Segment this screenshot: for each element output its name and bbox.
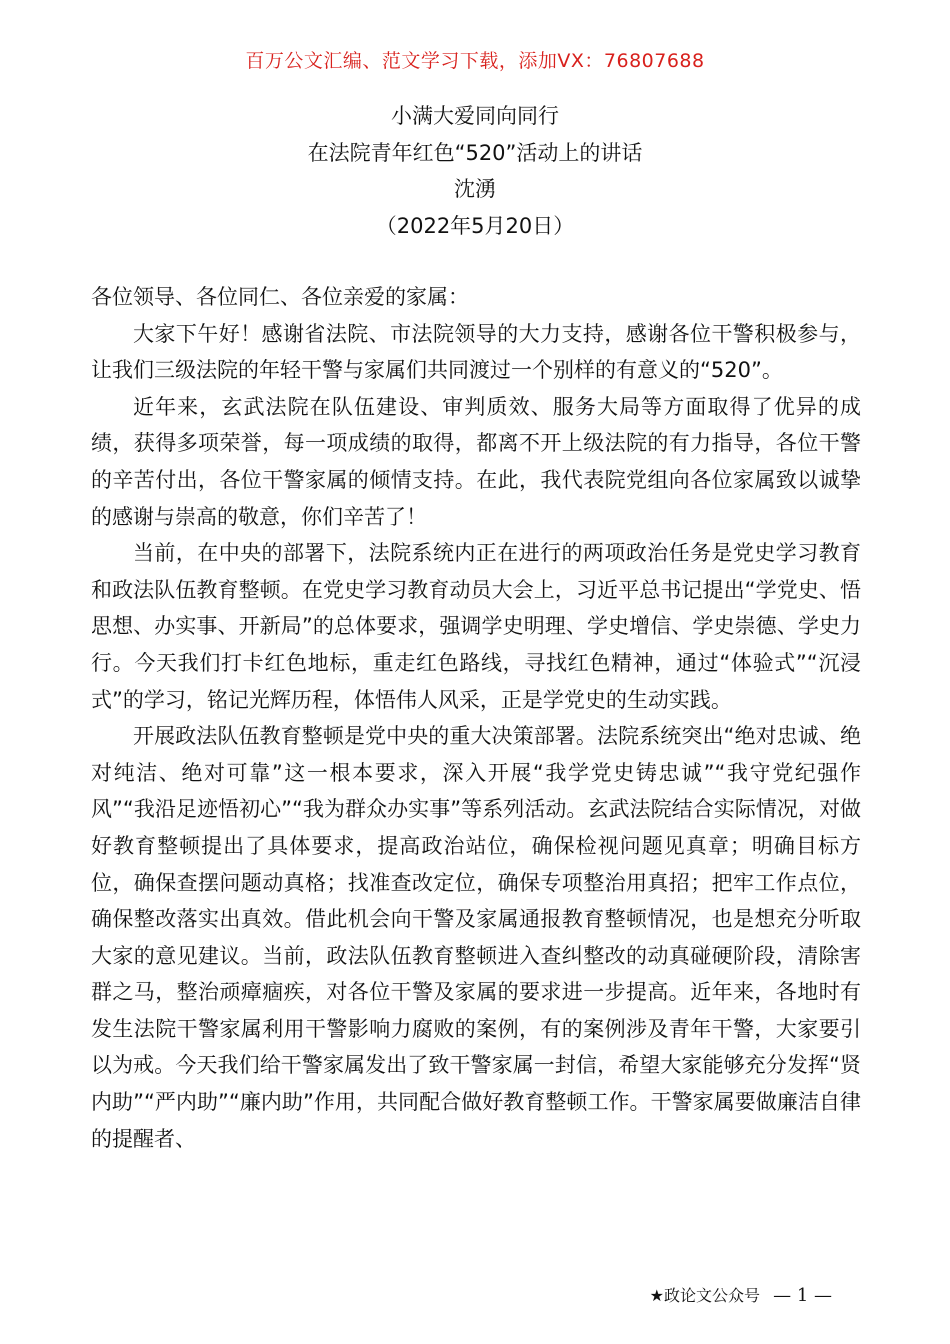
- header-banner: 百万公文汇编、范文学习下载，添加VX：76807688: [245, 50, 705, 72]
- document-date: （2022年5月20日）: [375, 213, 575, 238]
- salutation: 各位领导、各位同仁、各位亲爱的家属：: [91, 285, 469, 309]
- speech-body: [91, 279, 861, 1157]
- page-footer: [650, 1283, 832, 1306]
- document-subtitle: 在法院青年红色“520”活动上的讲话: [307, 140, 643, 165]
- paragraph: 当前，在中央的部署下，法院系统内正在进行的两项政治任务是党史学习教育和政法队伍教育整顿。在党史学习教育动员大会上，习近平总书记提出“学党史、悟思想、办实事、开新局”的总体要求，强调学史明理、学史增信、学史崇德、学史力行。今天我们打卡红色地标，重走红色路线，寻找红色精神，通过“体验式”“沉浸式”的学习，铭记光辉历程，体悟伟人风采，正是学党史的生动实践。: [91, 541, 861, 712]
- document-title-block: [0, 98, 950, 244]
- document-title: 小满大爱同向同行: [391, 104, 559, 128]
- footer-source: ★政论文公众号: [649, 1286, 760, 1305]
- paragraph: 大家下午好！感谢省法院、市法院领导的大力支持，感谢各位干警积极参与，让我们三级法院的年轻干警与家属们共同渡过一个别样的有意义的“520”。: [91, 321, 861, 383]
- paragraph: 近年来，玄武法院在队伍建设、审判质效、服务大局等方面取得了优异的成绩，获得多项荣誉，每一项成绩的取得，都离不开上级法院的有力指导，各位干警的辛苦付出，各位干警家属的倾情支持。在此，我代表院党组向各位家属致以诚挚的感谢与崇高的敬意，你们辛苦了！: [91, 394, 861, 529]
- page-number: — 1 —: [773, 1285, 832, 1306]
- paragraph: 开展政法队伍教育整顿是党中央的重大决策部署。法院系统突出“绝对忠诚、绝对纯洁、绝对可靠”这一根本要求，深入开展“我学党史铸忠诚”“我守党纪强作风”“我沿足迹悟初心”“我为群众办实事”等系列活动。玄武法院结合实际情况，对做好教育整顿提出了具体要求，提高政治站位，确保检视问题见真章；明确目标方位，确保查摆问题动真格；找准查改定位，确保专项整治用真招；把牢工作点位，确保整改落实出真效。借此机会向干警及家属通报教育整顿情况，也是想充分听取大家的意见建议。当前，政法队伍教育整顿进入查纠整改的动真碰硬阶段，清除害群之马，整治顽瘴痼疾，对各位干警及家属的要求进一步提高。近年来，各地时有发生法院干警家属利用干警影响力腐败的案例，有的案例涉及青年干警，大家要引以为戒。今天我们给干警家属发出了致干警家属一封信，希望大家能够充分发挥“贤内助”“严内助”“廉内助”作用，共同配合做好教育整顿工作。干警家属要做廉洁自律的提醒者、: [91, 724, 861, 1151]
- document-author: 沈湧: [454, 177, 496, 201]
